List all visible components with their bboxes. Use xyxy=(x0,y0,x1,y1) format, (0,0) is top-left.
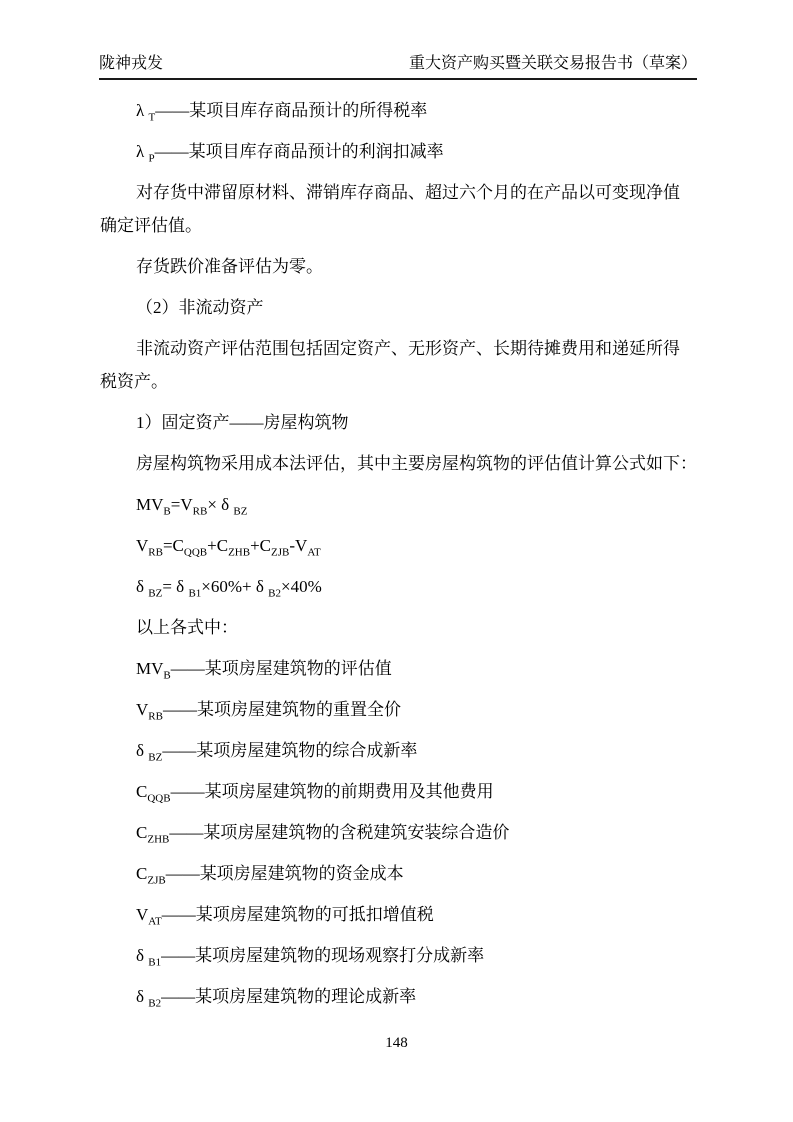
definition-delta-b1: δ $_{B1}$——某项房屋建筑物的现场观察打分成新率 xyxy=(136,946,485,969)
fixed-assets-buildings-heading: 1）固定资产——房屋构筑物 xyxy=(136,413,349,432)
inventory-nrv-paragraph: 对存货中滞留原材料、滞销库存商品、超过六个月的在产品以可变现净值 确定评估值。 xyxy=(100,183,680,235)
definition-delta-bz: δ $_{BZ}$——某项房屋建筑物的综合成新率 xyxy=(136,741,418,764)
lambda-p-definition: λ $_P$——某项目库存商品预计的利润扣减率 xyxy=(136,142,444,165)
buildings-cost-method-paragraph: 房屋构筑物采用成本法评估，其中主要房屋构筑物的评估值计算公式如下： xyxy=(136,454,697,473)
document-body xyxy=(100,94,697,1021)
header-right-title: 重大资产购买暨关联交易报告书（草案） xyxy=(408,55,697,72)
formula-legend-intro: 以上各式中： xyxy=(136,618,238,637)
noncurrent-assets-scope-paragraph: 非流动资产评估范围包括固定资产、无形资产、长期待摊费用和递延所得 税资产。 xyxy=(100,339,680,391)
formula-mvb: $MV_B=V_{RB}\times \delta$ $_{BZ}$ xyxy=(136,495,248,518)
definition-delta-b2: δ $_{B2}$——某项房屋建筑物的理论成新率 xyxy=(136,987,417,1010)
page-number: 148 xyxy=(385,1035,408,1051)
definition-mvb: $MV_B——$某项房屋建筑物的评估值 xyxy=(136,659,392,682)
header-left-title: 陇神戎发 xyxy=(99,55,164,72)
noncurrent-assets-heading: （2）非流动资产 xyxy=(136,298,264,317)
formula-vrb: $V_{RB}=C_{QQB}+C_{ZHB}+C_{ZJB}-V_{AT}$ xyxy=(136,536,321,559)
page-header xyxy=(99,50,697,80)
lambda-t-definition: λ $_T$——某项目库存商品预计的所得税率 xyxy=(136,101,428,124)
definition-vat: $V_{AT}——$某项房屋建筑物的可抵扣增值税 xyxy=(136,905,434,928)
definition-czhb: $C_{ZHB}——$某项房屋建筑物的含税建筑安装综合造价 xyxy=(136,823,510,846)
definition-vrb: $V_{RB}——$某项房屋建筑物的重置全价 xyxy=(136,700,401,723)
formula-delta-bz: δ $_{BZ}$= δ $_{B1}$×60%+ δ $_{B2}$×40% xyxy=(136,577,322,600)
definition-cqqb: $C_{QQB}——$某项房屋建筑物的前期费用及其他费用 xyxy=(136,782,494,805)
definition-czjb: $C_{ZJB}——$某项房屋建筑物的资金成本 xyxy=(136,864,404,887)
inventory-provision-paragraph: 存货跌价准备评估为零。 xyxy=(136,257,323,276)
